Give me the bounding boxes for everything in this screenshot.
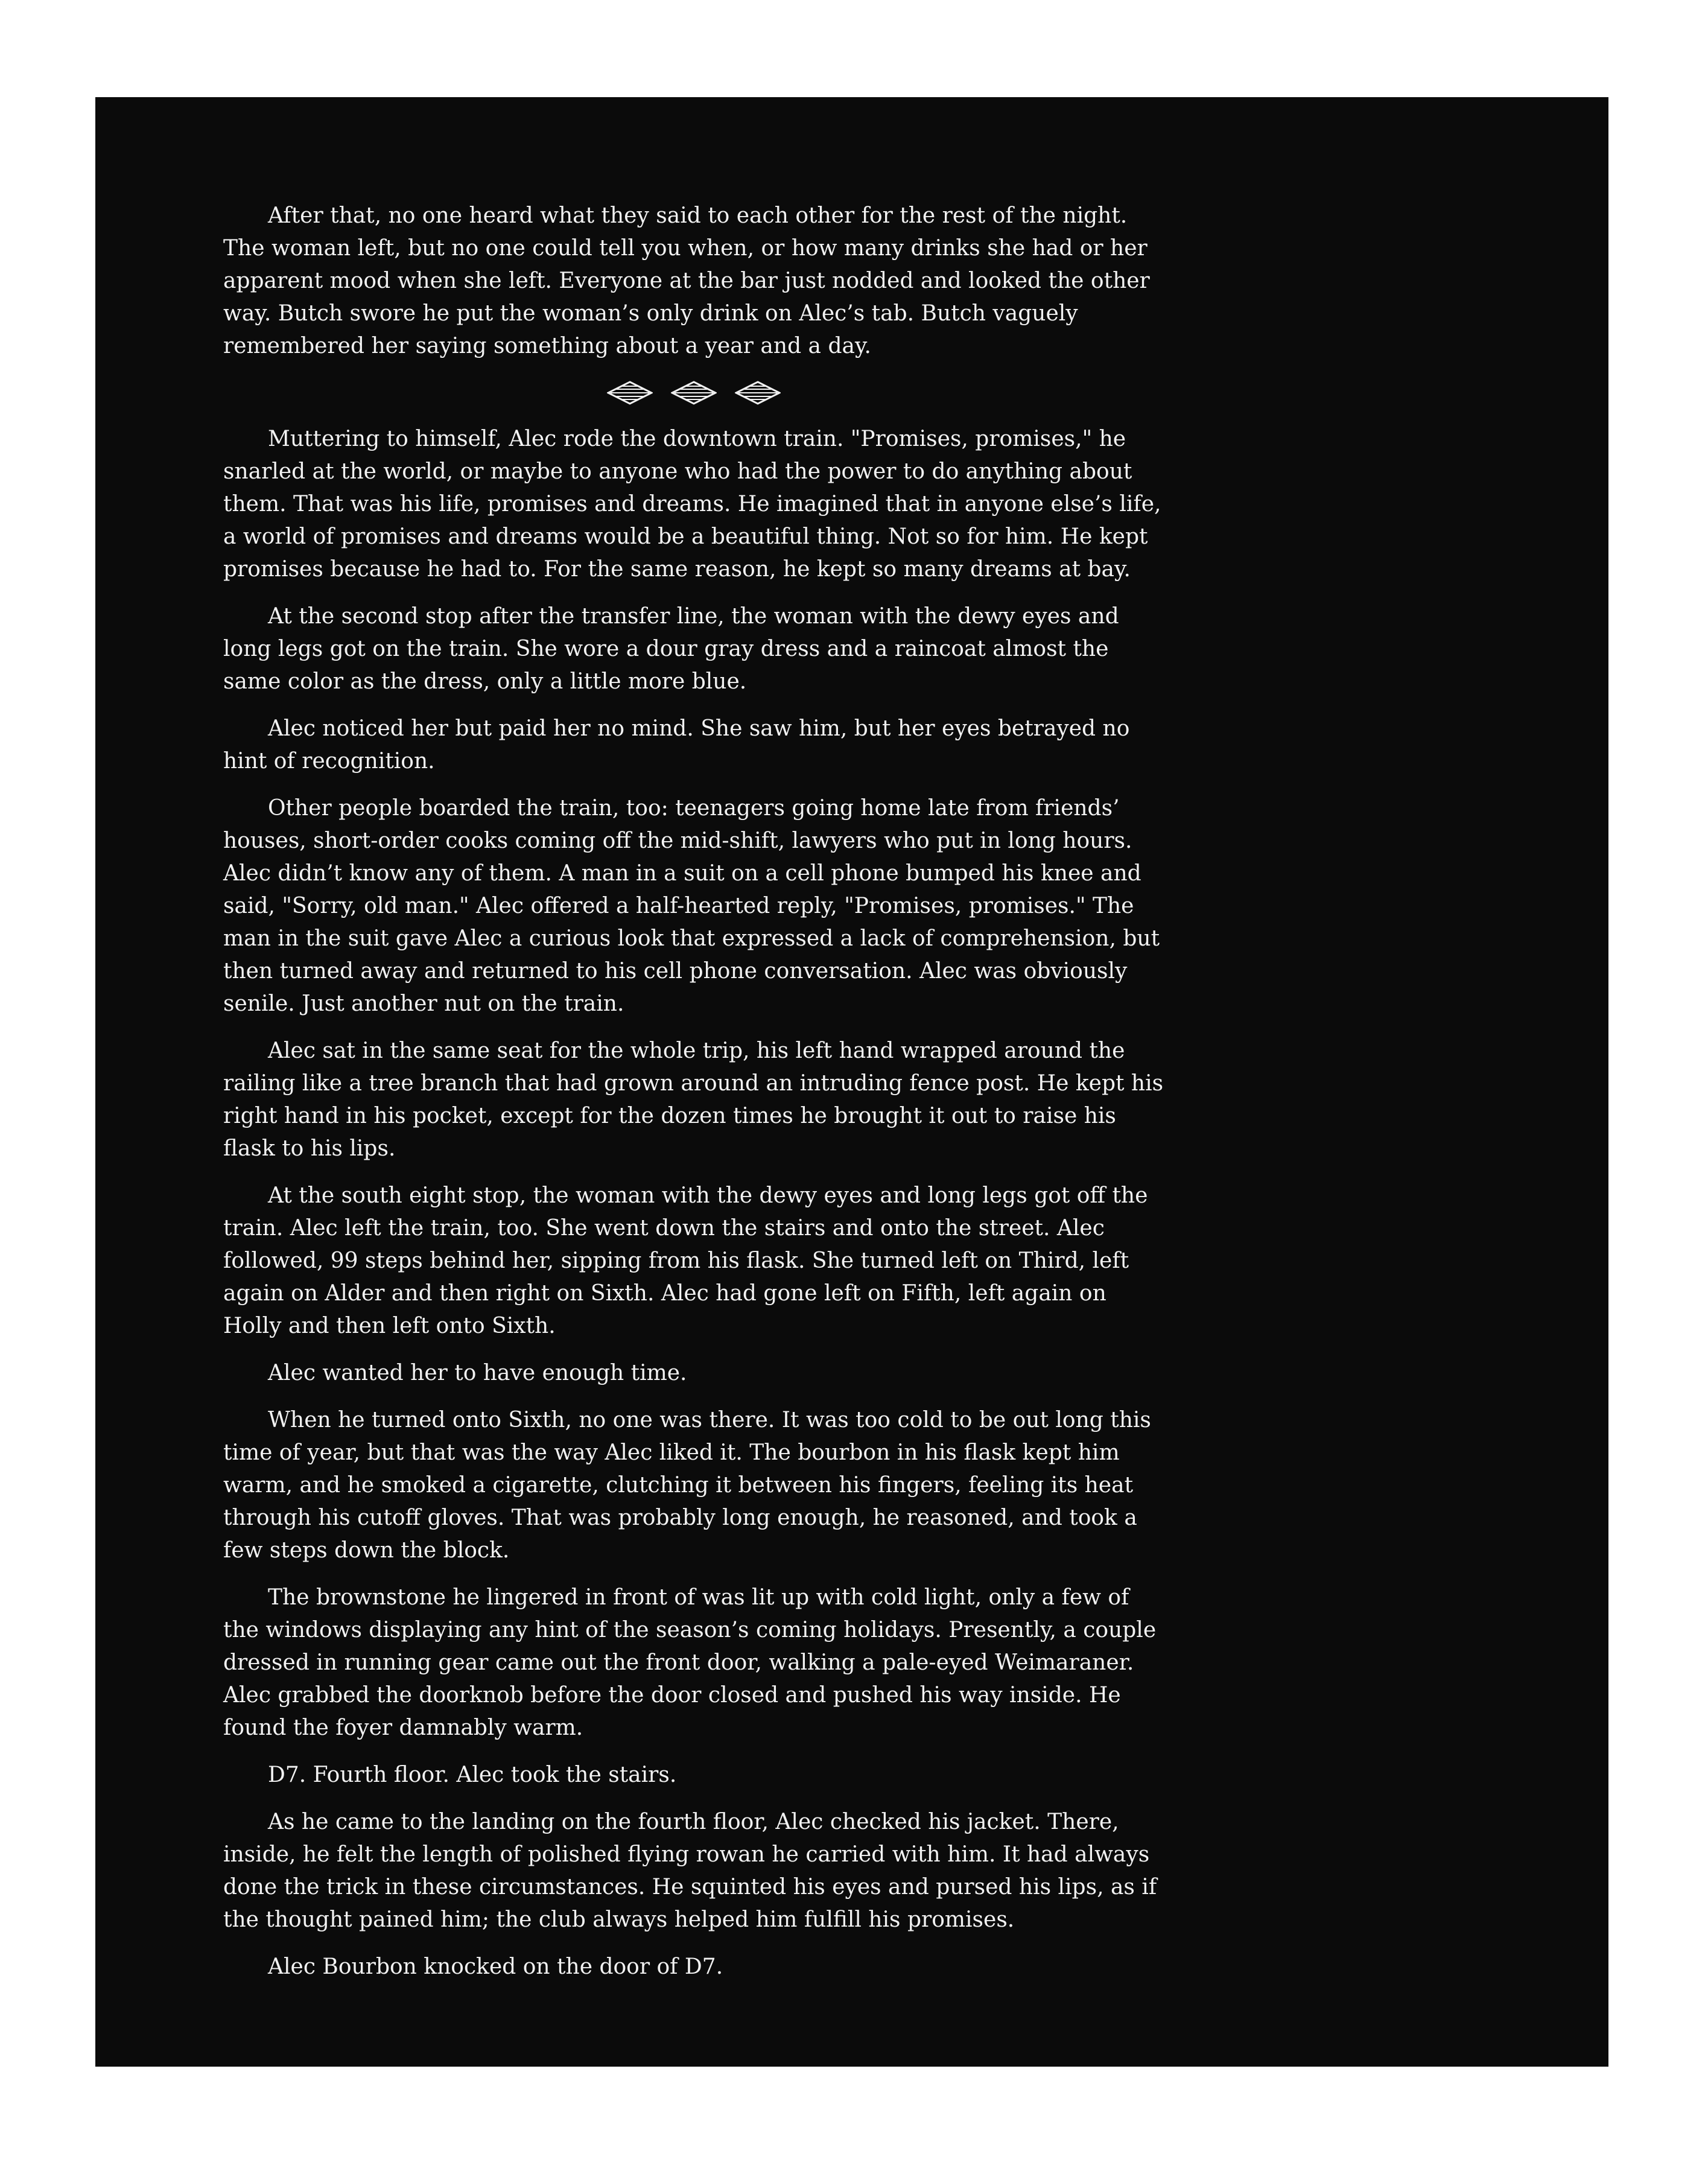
page-panel [95,97,1608,2067]
diamond-ornament-icon [607,381,653,405]
section-break [223,375,1164,411]
diamond-ornament-icon [671,381,717,405]
paragraph: As he came to the landing on the fourth floor, Alec checked his jacket. There, inside, he felt the length of polished flying rowan he carried with him. It had always done the trick in these circumstances. He squinted his eyes and pursed his lips, as if the thought pained him; the club always helped him fulfill his promises. [223,1810,1157,1932]
story-text [223,200,1164,1998]
paragraph: At the second stop after the transfer line, the woman with the dewy eyes and long legs got on the train. She wore a dour gray dress and a raincoat almost the same color as the dress, only a little more blue. [223,604,1119,694]
paragraph: The brownstone he lingered in front of was lit up with cold light, only a few of the windows displaying any hint of the season’s coming holidays. Presently, a couple dressed in running gear came out the front door, walking a pale-eyed Weimaraner. Alec grabbed the doorknob before the door closed and pushed his way inside. He found the foyer damnably warm. [223,1585,1157,1740]
paragraph: Alec wanted her to have enough time. [268,1361,687,1385]
paragraph: Alec Bourbon knocked on the door of D7. [268,1954,723,1979]
paragraph: Alec sat in the same seat for the whole trip, his left hand wrapped around the railing like a tree branch that had grown around an intruding fence post. He kept his right hand in his pocket, except for the dozen times he brought it out to raise his flask to his lips. [223,1038,1164,1161]
paragraph: Alec noticed her but paid her no mind. She saw him, but her eyes betrayed no hint of recognition. [223,716,1130,774]
paragraph: After that, no one heard what they said to each other for the rest of the night. The woman left, but no one could tell you when, or how many drinks she had or her apparent mood when she left. Everyone at the bar just nodded and looked the other way. Butch swore he put the woman’s only drink on Alec’s tab. Butch vaguely remembered her saying something about a year and a day. [223,203,1150,358]
paragraph: Muttering to himself, Alec rode the downtown train. "Promises, promises," he snarled at the world, or maybe to anyone who had the power to do anything about them. That was his life, promises and dreams. He imagined that in anyone else’s life, a world of promises and dreams would be a beautiful thing. Not so for him. He kept promises because he had to. For the same reason, he kept so many dreams at bay. [223,427,1161,582]
paragraph: When he turned onto Sixth, no one was there. It was too cold to be out long this time of year, but that was the way Alec liked it. The bourbon in his flask kept him warm, and he smoked a cigarette, clutching it between his fingers, feeling its heat through his cutoff gloves. That was probably long enough, he reasoned, and took a few steps down the block. [223,1408,1151,1563]
paragraph: D7. Fourth floor. Alec took the stairs. [268,1763,677,1787]
diamond-ornament-icon [735,381,781,405]
paragraph: Other people boarded the train, too: teenagers going home late from friends’ houses, short-order cooks coming off the mid-shift, lawyers who put in long hours. Alec didn’t know any of them. A man in a suit on a cell phone bumped his knee and said, "Sorry, old man." Alec offered a half-hearted reply, "Promises, promises." The man in the suit gave Alec a curious look that expressed a lack of comprehension, but then turned away and returned to his cell phone conversation. Alec was obviously senile. Just another nut on the train. [223,796,1160,1016]
paragraph: At the south eight stop, the woman with the dewy eyes and long legs got off the train. Alec left the train, too. She went down the stairs and onto the street. Alec followed, 99 steps behind her, sipping from his flask. She turned left on Third, left again on Alder and then right on Sixth. Alec had gone left on Fifth, left again on Holly and then left onto Sixth. [223,1183,1148,1338]
